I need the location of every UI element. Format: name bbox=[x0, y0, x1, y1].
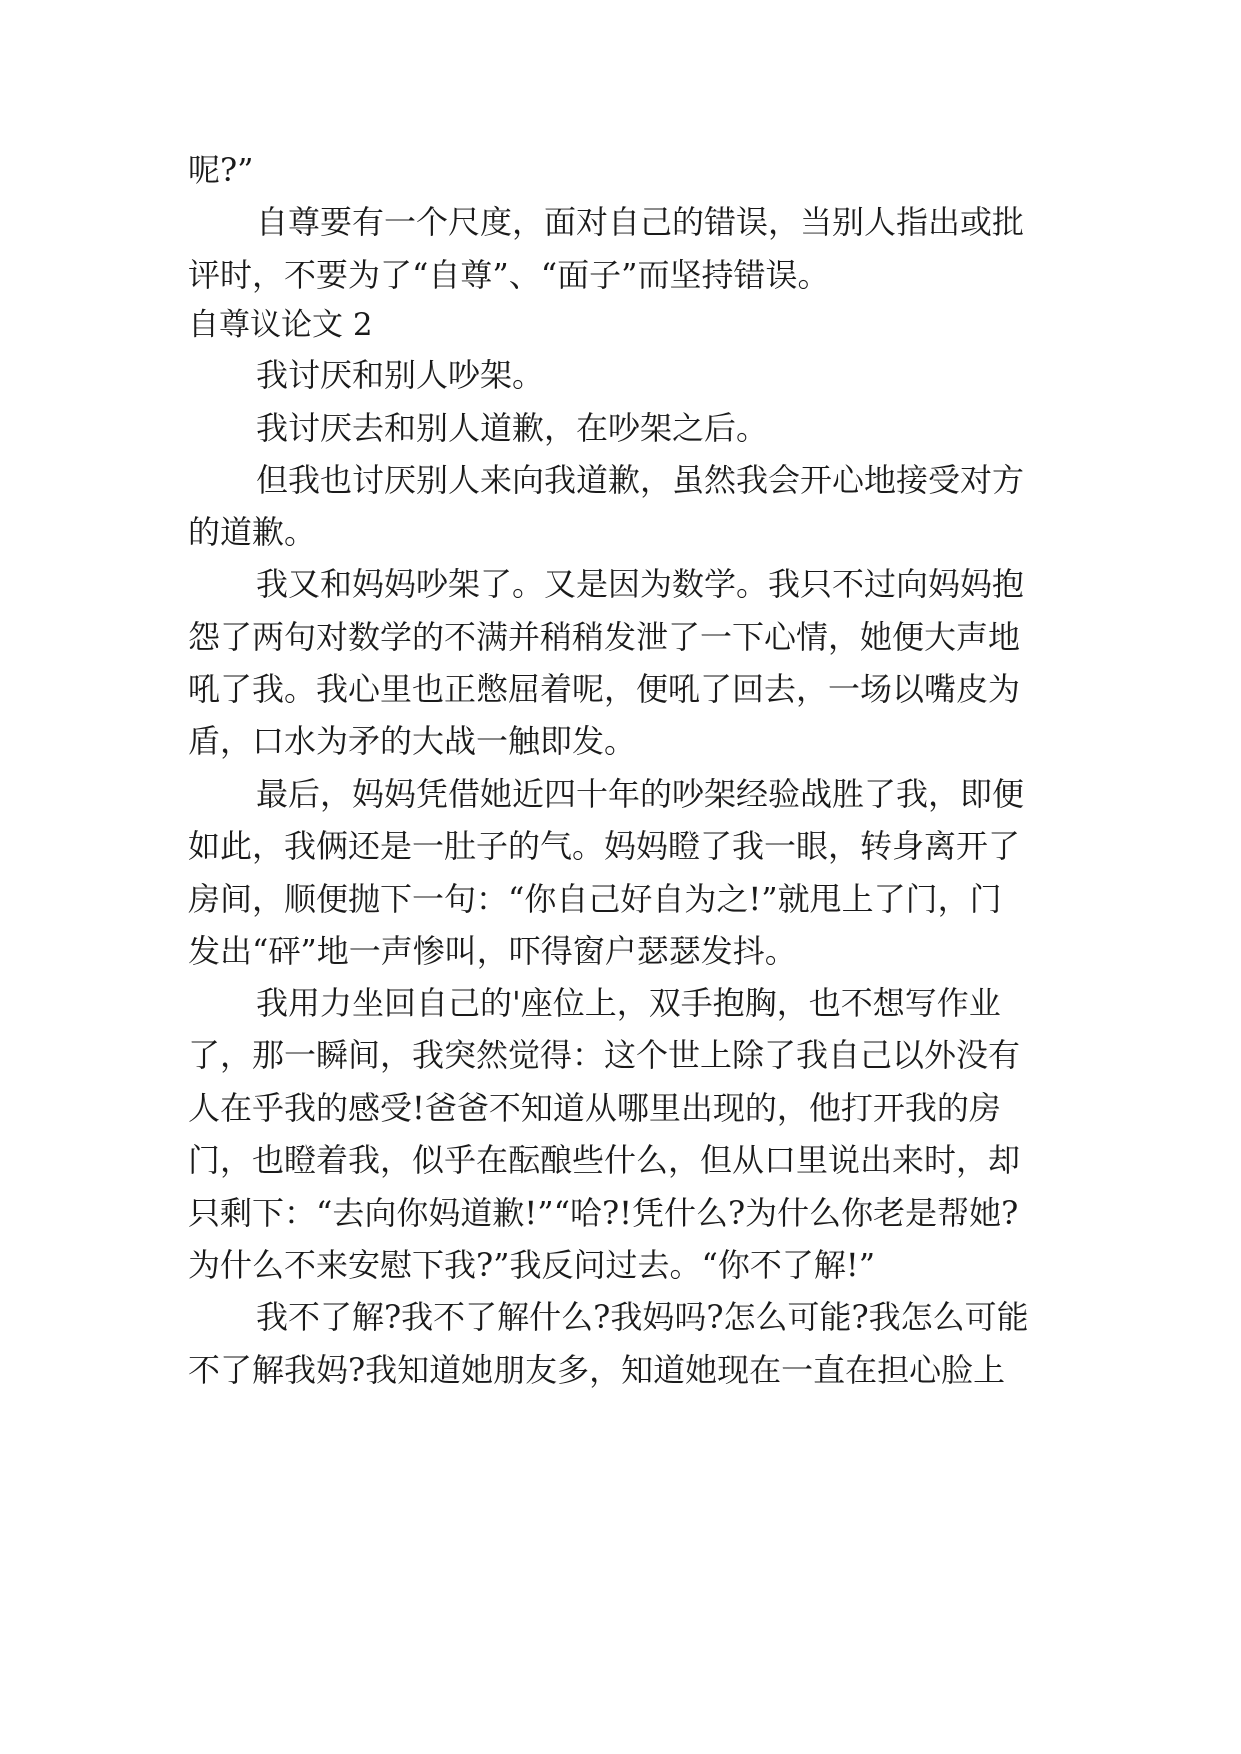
section-heading: 自尊议论文 2 bbox=[188, 307, 373, 343]
text-line: 如此，我俩还是一肚子的气。妈妈瞪了我一眼，转身离开了 bbox=[188, 827, 1021, 865]
text-line: 门，也瞪着我，似乎在酝酿些什么，但从口里说出来时，却 bbox=[188, 1141, 1021, 1179]
text-line: 我讨厌和别人吵架。 bbox=[256, 356, 545, 394]
text-line: 吼了我。我心里也正憋屈着呢，便吼了回去，一场以嘴皮为 bbox=[188, 670, 1021, 708]
text-line: 评时，不要为了“自尊”、“面子”而坚持错误。 bbox=[188, 256, 830, 294]
text-line: 最后，妈妈凭借她近四十年的吵架经验战胜了我，即便 bbox=[256, 775, 1025, 813]
text-line: 我讨厌去和别人道歉，在吵架之后。 bbox=[256, 409, 769, 447]
text-line: 发出“砰”地一声惨叫，吓得窗户瑟瑟发抖。 bbox=[188, 932, 797, 970]
text-line: 人在乎我的感受!爸爸不知道从哪里出现的，他打开我的房 bbox=[188, 1089, 1001, 1127]
text-line: 我用力坐回自己的'座位上，双手抱胸，也不想写作业 bbox=[256, 984, 1001, 1022]
text-line: 不了解我妈?我知道她朋友多，知道她现在一直在担心脸上 bbox=[188, 1351, 1006, 1389]
text-line: 了，那一瞬间，我突然觉得：这个世上除了我自己以外没有 bbox=[188, 1036, 1021, 1074]
text-line: 但我也讨厌别人来向我道歉，虽然我会开心地接受对方 bbox=[256, 461, 1025, 499]
text-line: 怨了两句对数学的不满并稍稍发泄了一下心情，她便大声地 bbox=[188, 618, 1021, 656]
text-line: 我不了解?我不了解什么?我妈吗?怎么可能?我怎么可能 bbox=[256, 1298, 1029, 1336]
text-line: 为什么不来安慰下我?”我反问过去。“你不了解!” bbox=[188, 1246, 876, 1284]
text-line: 的道歉。 bbox=[188, 513, 317, 551]
text-line: 我又和妈妈吵架了。又是因为数学。我只不过向妈妈抱 bbox=[256, 565, 1025, 603]
text-line: 只剩下：“去向你妈道歉!”“哈?!凭什么?为什么你老是帮她? bbox=[188, 1194, 1019, 1232]
text-line: 自尊要有一个尺度，面对自己的错误，当别人指出或批 bbox=[256, 203, 1025, 241]
text-line: 呢?” bbox=[188, 151, 254, 189]
text-line: 房间，顺便抛下一句：“你自己好自为之!”就甩上了门，门 bbox=[188, 880, 1002, 918]
text-line: 盾，口水为矛的大战一触即发。 bbox=[188, 722, 637, 760]
